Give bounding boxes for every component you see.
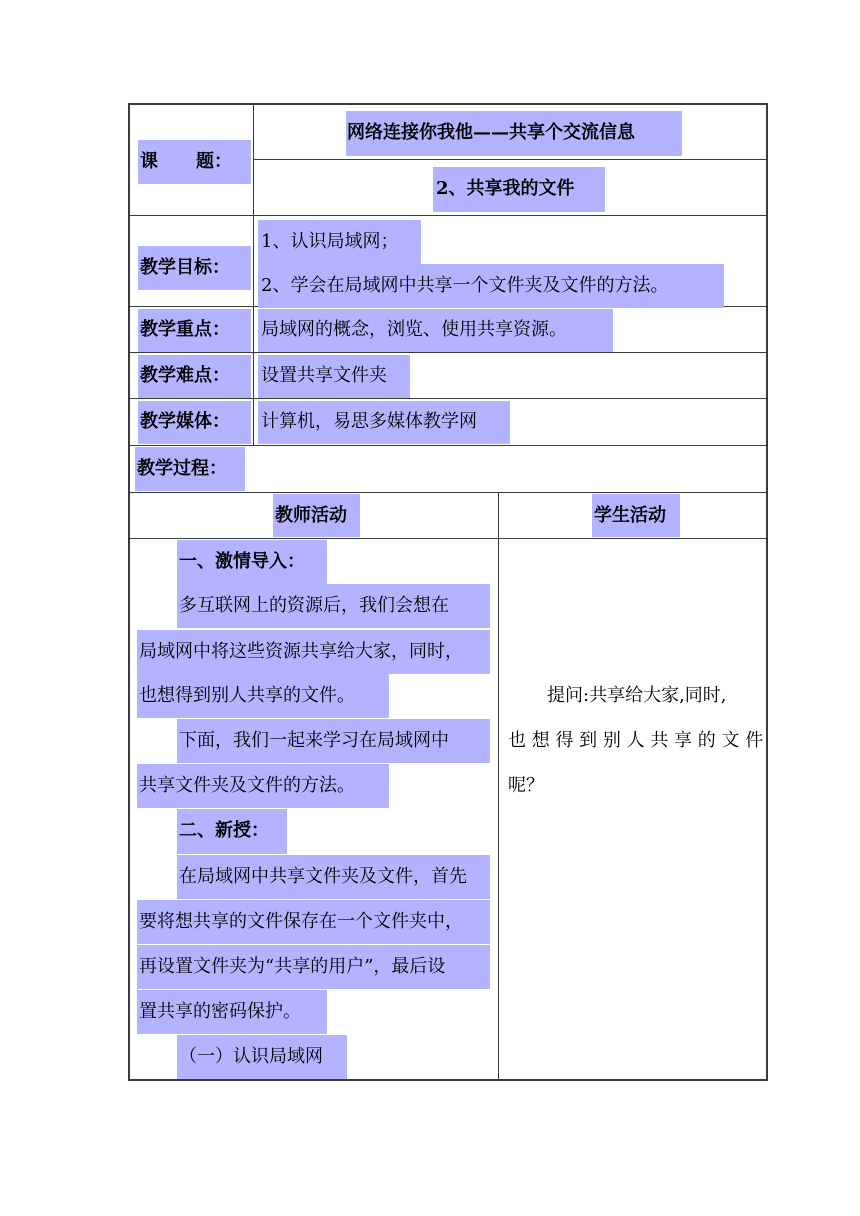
student-line-1: 提问:共享给大家,同时, — [547, 685, 727, 706]
media-label: 教学媒体： — [140, 411, 230, 432]
key-points-label: 教学重点： — [140, 319, 230, 340]
new-line-4: 置共享的密码保护。 — [139, 1001, 301, 1022]
new-line-3: 再设置文件夹为“共享的用户”，最后设 — [139, 956, 446, 977]
teacher-activity-header: 教师活动 — [275, 505, 347, 526]
student-line-3: 呢？ — [508, 775, 544, 796]
difficulties-label: 教学难点： — [140, 365, 230, 386]
objective-item-1: 1、认识局域网； — [261, 231, 399, 252]
course-title: 网络连接你我他——共享个交流信息 — [347, 122, 635, 143]
student-activity-header: 学生活动 — [594, 505, 666, 526]
key-points-value: 局域网的概念，浏览、使用共享资源。 — [261, 319, 567, 340]
intro-line-3: 也想得到别人共享的文件。 — [139, 685, 355, 706]
intro-line-5: 共享文件夹及文件的方法。 — [139, 775, 355, 796]
new-line-2: 要将想共享的文件保存在一个文件夹中， — [139, 911, 463, 932]
course-label: 课 题： — [140, 151, 232, 172]
student-line-2: 也 想 得 到 别 人 共 享 的 文 件 — [508, 730, 764, 751]
difficulties-value: 设置共享文件夹 — [261, 365, 387, 386]
intro-line-1: 多互联网上的资源后，我们会想在 — [179, 595, 449, 616]
course-subtitle: 2、共享我的文件 — [436, 178, 575, 199]
objective-item-2: 2、学会在局域网中共享一个文件夹及文件的方法。 — [261, 275, 669, 296]
section-intro-heading: 一、激情导入： — [179, 551, 305, 572]
process-label: 教学过程： — [137, 458, 227, 479]
intro-line-2: 局域网中将这些资源共享给大家，同时， — [139, 641, 463, 662]
subsection-lan-heading: （一）认识局域网 — [179, 1046, 323, 1067]
media-value: 计算机，易思多媒体教学网 — [261, 411, 477, 432]
new-line-1: 在局域网中共享文件夹及文件，首先 — [179, 866, 467, 887]
objectives-label: 教学目标： — [140, 257, 230, 278]
intro-line-4: 下面，我们一起来学习在局域网中 — [179, 730, 449, 751]
section-new-heading: 二、新授： — [179, 820, 269, 841]
